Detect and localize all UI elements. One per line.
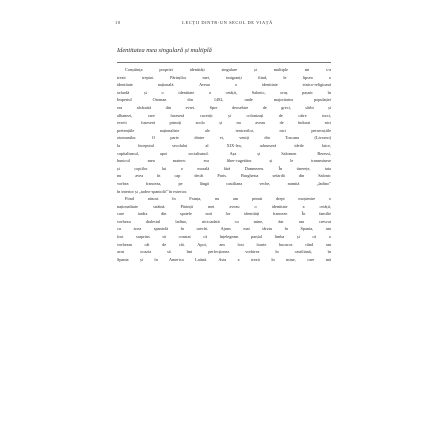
text-line: Imperiul Otoman din 1492, unde majoritatea populației bbox=[117, 97, 331, 103]
text-line: evreii fuseseră primiți acolo și nu aveau de îndurat nici bbox=[117, 120, 331, 126]
text-line: Fiind născut în Franța, nu am primit drept moștenire o bbox=[125, 196, 331, 202]
text-line: naționalitate străină. Părinții mei aveau o identitate a cetății, bbox=[117, 203, 331, 209]
text-line: trezit treptat. Părinților mei, imigranți fiind, le lipsea o bbox=[117, 74, 331, 80]
running-title: LECȚII DINTR-UN SECOL DE VIAȚĂ bbox=[182, 20, 273, 25]
text-line: pretențiile naționaliste ale ienicerilor, nici persecuțiile bbox=[117, 127, 331, 133]
body-text bbox=[117, 66, 331, 263]
text-line: Spania și în America Latină. Asta a trezit în mine, care mă bbox=[117, 256, 331, 262]
text-line: fost surprins să constat că înțelegeam parțial limba și că o bbox=[117, 234, 331, 240]
text-line: la începutul secolului al XIX-lea, aduseseră ideile laice, bbox=[117, 142, 331, 148]
text-line: în interior și „iudeo-spaniolă” în exterior. bbox=[117, 188, 188, 194]
text-line: identitate națională. Aveau o identitate etnico-religioasă bbox=[117, 82, 331, 88]
section-title: Identitatea mea singulară și multiplă bbox=[117, 47, 212, 54]
text-line: și copiilor lui o morală fără Dumnezeu. În tinerețe, tata bbox=[117, 165, 331, 171]
text-line: vorbeau dialectul ladino, nicioadată cu mine, dar am crescut bbox=[117, 218, 331, 224]
page-number: 10 bbox=[115, 20, 121, 25]
text-line: vorbeam cât de cât. Apoi, am fost foarte bucuros când am bbox=[117, 241, 331, 247]
text-line: sefardă și o identitate a cetății, Salonic, oraș pașnic în bbox=[117, 89, 331, 95]
text-line: otomanilor. O parte dintre ei, veniți din Toscana (Livorno) bbox=[117, 135, 331, 141]
text-line: bunicul meu matern: era liber-cugetător și le transmisese bbox=[117, 158, 331, 164]
text-line: era alcătuită din evrei. Spre deosebire de greci, sârbi și bbox=[117, 104, 331, 110]
page-header bbox=[115, 20, 340, 30]
text-line: albanezi, care fuseseră cuceriți și colonizați de către turci, bbox=[117, 112, 331, 118]
text-line: avut ocazia să îmi perfecționez vorbirea în castiliană, în bbox=[117, 249, 331, 255]
text-line: vorbea franceza, pe lângă castiliana veche, numită „ladino” bbox=[117, 180, 331, 186]
text-line: capitalismul, apoi socialismul. Așa și Salomon Beressi, bbox=[117, 150, 331, 156]
text-line: care iradia din spatele noii lor identități franceze. În familie bbox=[117, 211, 331, 217]
text-line: cu acea spaniolă în urechi. Ajuns mai târziu în Spania, am bbox=[117, 226, 331, 232]
text-line: Conștiința propriei identități singulare și multiple mi s-a bbox=[125, 67, 331, 72]
title-divider bbox=[117, 62, 331, 63]
text-line: nu avea în cap decât Paris. Burghezia sefardă din Salonic bbox=[117, 173, 331, 179]
